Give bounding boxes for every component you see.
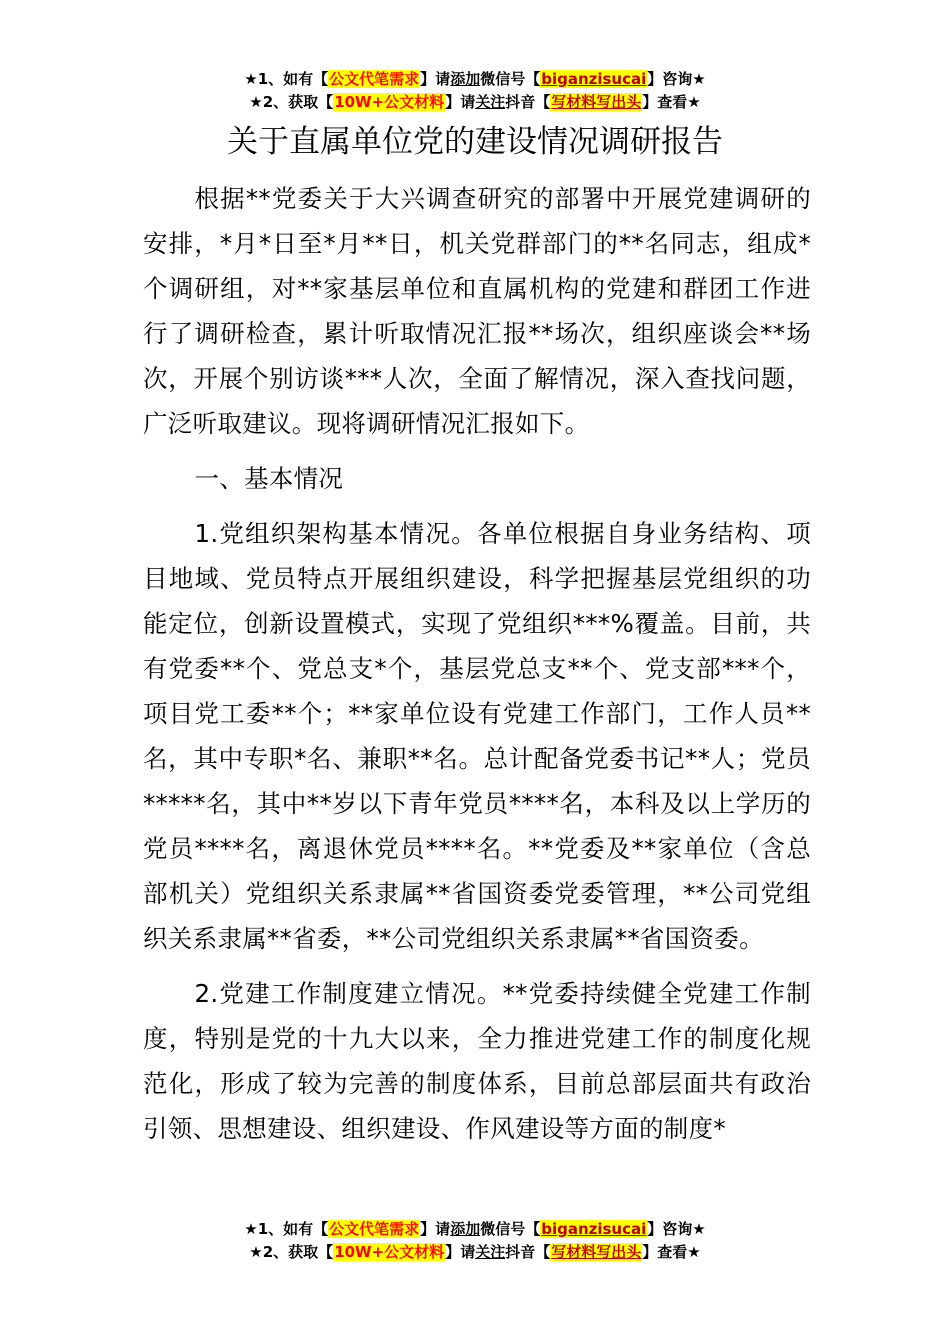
- promo-line-1: [0, 1218, 950, 1241]
- promo-line-2: [0, 1241, 950, 1264]
- promo-line-2: [0, 91, 950, 114]
- paragraph-intro: 根据**党委关于大兴调查研究的部署中开展党建调研的安排，*月*日至*月**日，机关党群部门的**名同志，组成*个调研组，对**家基层单位和直属机构的党建和群团工作进行了调研检查，累计听取情况汇报**场次，组织座谈会**场次，开展个别访谈***人次，全面了解情况，深入查找问题，广泛听取建议。现将调研情况汇报如下。: [143, 184, 811, 438]
- promo-text: ★2、获取【: [249, 1243, 334, 1261]
- promo-underline-text: 添加: [450, 1220, 481, 1238]
- footer-promo-banner: [0, 1218, 950, 1264]
- section-heading: 一、基本情况: [194, 464, 344, 493]
- promo-text: 】咨询★: [647, 1220, 706, 1238]
- wechat-id-link[interactable]: biganzisucai: [541, 70, 647, 88]
- document-title: 关于直属单位党的建设情况调研报告: [227, 124, 723, 160]
- promo-text: 抖音【: [505, 1243, 551, 1261]
- promo-highlight: 10W+公文材料: [334, 93, 445, 111]
- promo-text: 】请: [420, 70, 451, 88]
- paragraph-org-structure: 1.党组织架构基本情况。各单位根据自身业务结构、项目地域、党员特点开展组织建设，科学把握基层党组织的功能定位，创新设置模式，实现了党组织***%覆盖。目前，共有党委**个、党总支*个，基层党总支**个、党支部***个，项目党工委**个；**家单位设有党建工作部门，工作人员**名，其中专职*名、兼职**名。总计配备党委书记**人；党员*****名，其中**岁以下青年党员****名，本科及以上学历的党员****名，离退休党员****名。**党委及**家单位（含总部机关）党组织关系隶属**省国资委党委管理，**公司党组织关系隶属**省委，**公司党组织关系隶属**省国资委。: [143, 519, 811, 953]
- promo-highlight: 公文代笔需求: [329, 1220, 420, 1238]
- promo-text: 】请: [445, 93, 476, 111]
- promo-text: 】请: [445, 1243, 476, 1261]
- promo-text: ★2、获取【: [249, 93, 334, 111]
- douyin-account-link[interactable]: 写材料写出头: [551, 1243, 642, 1261]
- douyin-account-link[interactable]: 写材料写出头: [551, 93, 642, 111]
- paragraph-system-building: 2.党建工作制度建立情况。**党委持续健全党建工作制度，特别是党的十九大以来，全力推进党建工作的制度化规范化，形成了较为完善的制度体系，目前总部层面共有政治引领、思想建设、组织建设、作风建设等方面的制度*: [143, 979, 811, 1143]
- promo-text: ★1、如有【: [244, 1220, 329, 1238]
- promo-text: 微信号【: [480, 70, 541, 88]
- promo-text: 】咨询★: [647, 70, 706, 88]
- promo-text: 】查看★: [642, 1243, 701, 1261]
- promo-text: 】查看★: [642, 93, 701, 111]
- promo-text: 】请: [420, 1220, 451, 1238]
- promo-underline-text: 关注: [475, 93, 506, 111]
- promo-highlight: 10W+公文材料: [334, 1243, 445, 1261]
- promo-underline-text: 关注: [475, 1243, 506, 1261]
- promo-text: ★1、如有【: [244, 70, 329, 88]
- header-promo-banner: [0, 68, 950, 114]
- promo-text: 抖音【: [505, 93, 551, 111]
- promo-underline-text: 添加: [450, 70, 481, 88]
- promo-text: 微信号【: [480, 1220, 541, 1238]
- promo-highlight: 公文代笔需求: [329, 70, 420, 88]
- document-body: [143, 176, 811, 1161]
- promo-line-1: [0, 68, 950, 91]
- wechat-id-link[interactable]: biganzisucai: [541, 1220, 647, 1238]
